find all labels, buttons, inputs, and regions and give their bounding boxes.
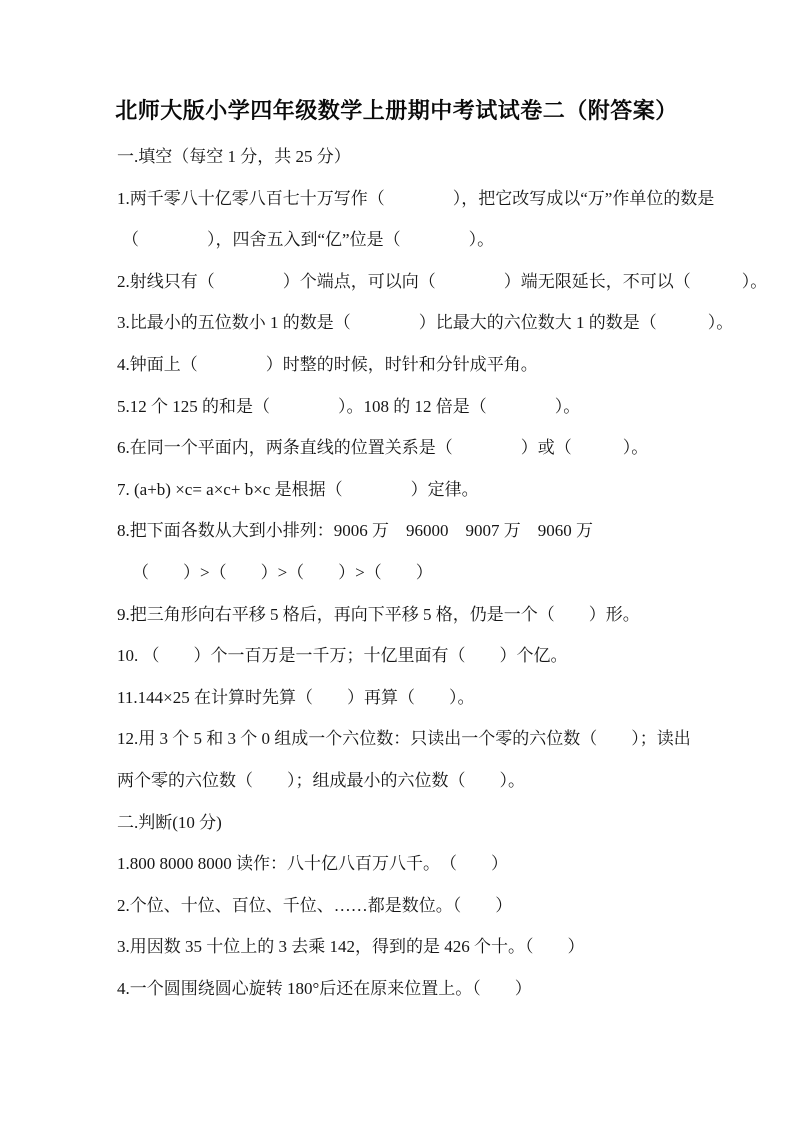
fill-in-q8-line2: （ ）>（ ）>（ ）>（ ） (132, 562, 433, 582)
fill-in-q6: 6.在同一个平面内，两条直线的位置关系是（ ）或（ ）。 (117, 438, 649, 458)
judge-q4: 4.一个圆围绕圆心旋转 180°后还在原来位置上。（ ） (117, 978, 532, 998)
fill-in-q11: 11.144×25 在计算时先算（ ）再算（ ）。 (117, 687, 475, 707)
judge-q3: 3.用因数 35 十位上的 3 去乘 142，得到的是 426 个十。（ ） (117, 937, 585, 957)
section-fill-in-heading: 一.填空（每空 1 分，共 25 分） (117, 147, 351, 166)
fill-in-q3: 3.比最小的五位数小 1 的数是（ ）比最大的六位数大 1 的数是（ ）。 (117, 313, 734, 333)
page-title: 北师大版小学四年级数学上册期中考试试卷二（附答案） (115, 98, 678, 123)
fill-in-q7: 7. (a+b) ×c= a×c+ b×c 是根据（ ）定律。 (117, 479, 479, 499)
judge-q2: 2.个位、十位、百位、千位、……都是数位。（ ） (117, 895, 513, 915)
section-judge-heading: 二.判断(10 分) (117, 812, 222, 832)
judge-q1: 1.800 8000 8000 读作：八十亿八百万八千。 （ ） (117, 854, 508, 874)
fill-in-q4: 4.钟面上（ ）时整的时候，时针和分针成平角。 (117, 354, 538, 374)
fill-in-q12-line2: 两个零的六位数（ ）；组成最小的六位数（ ）。 (117, 770, 525, 790)
fill-in-q8-line1: 8.把下面各数从大到小排列：9006 万 96000 9007 万 9060 万 (117, 521, 593, 541)
fill-in-q1-line2: （ ），四舍五入到“亿”位是（ ）。 (122, 230, 495, 250)
fill-in-q5: 5.12 个 125 的和是（ ）。108 的 12 倍是（ ）。 (117, 396, 581, 416)
fill-in-q1-line1: 1.两千零八十亿零八百七十万写作（ ），把它改写成以“万”作单位的数是 (117, 188, 715, 208)
fill-in-q12-line1: 12.用 3 个 5 和 3 个 0 组成一个六位数：只读出一个零的六位数（ ）；读出 (117, 729, 691, 749)
fill-in-q10: 10. （ ）个一百万是一千万；十亿里面有（ ）个亿。 (117, 646, 568, 666)
exam-content (117, 136, 768, 1009)
fill-in-q9: 9.把三角形向右平移 5 格后，再向下平移 5 格，仍是一个（ ）形。 (117, 604, 640, 624)
fill-in-q2: 2.射线只有（ ）个端点，可以向（ ）端无限延长，不可以（ ）。 (117, 271, 768, 291)
